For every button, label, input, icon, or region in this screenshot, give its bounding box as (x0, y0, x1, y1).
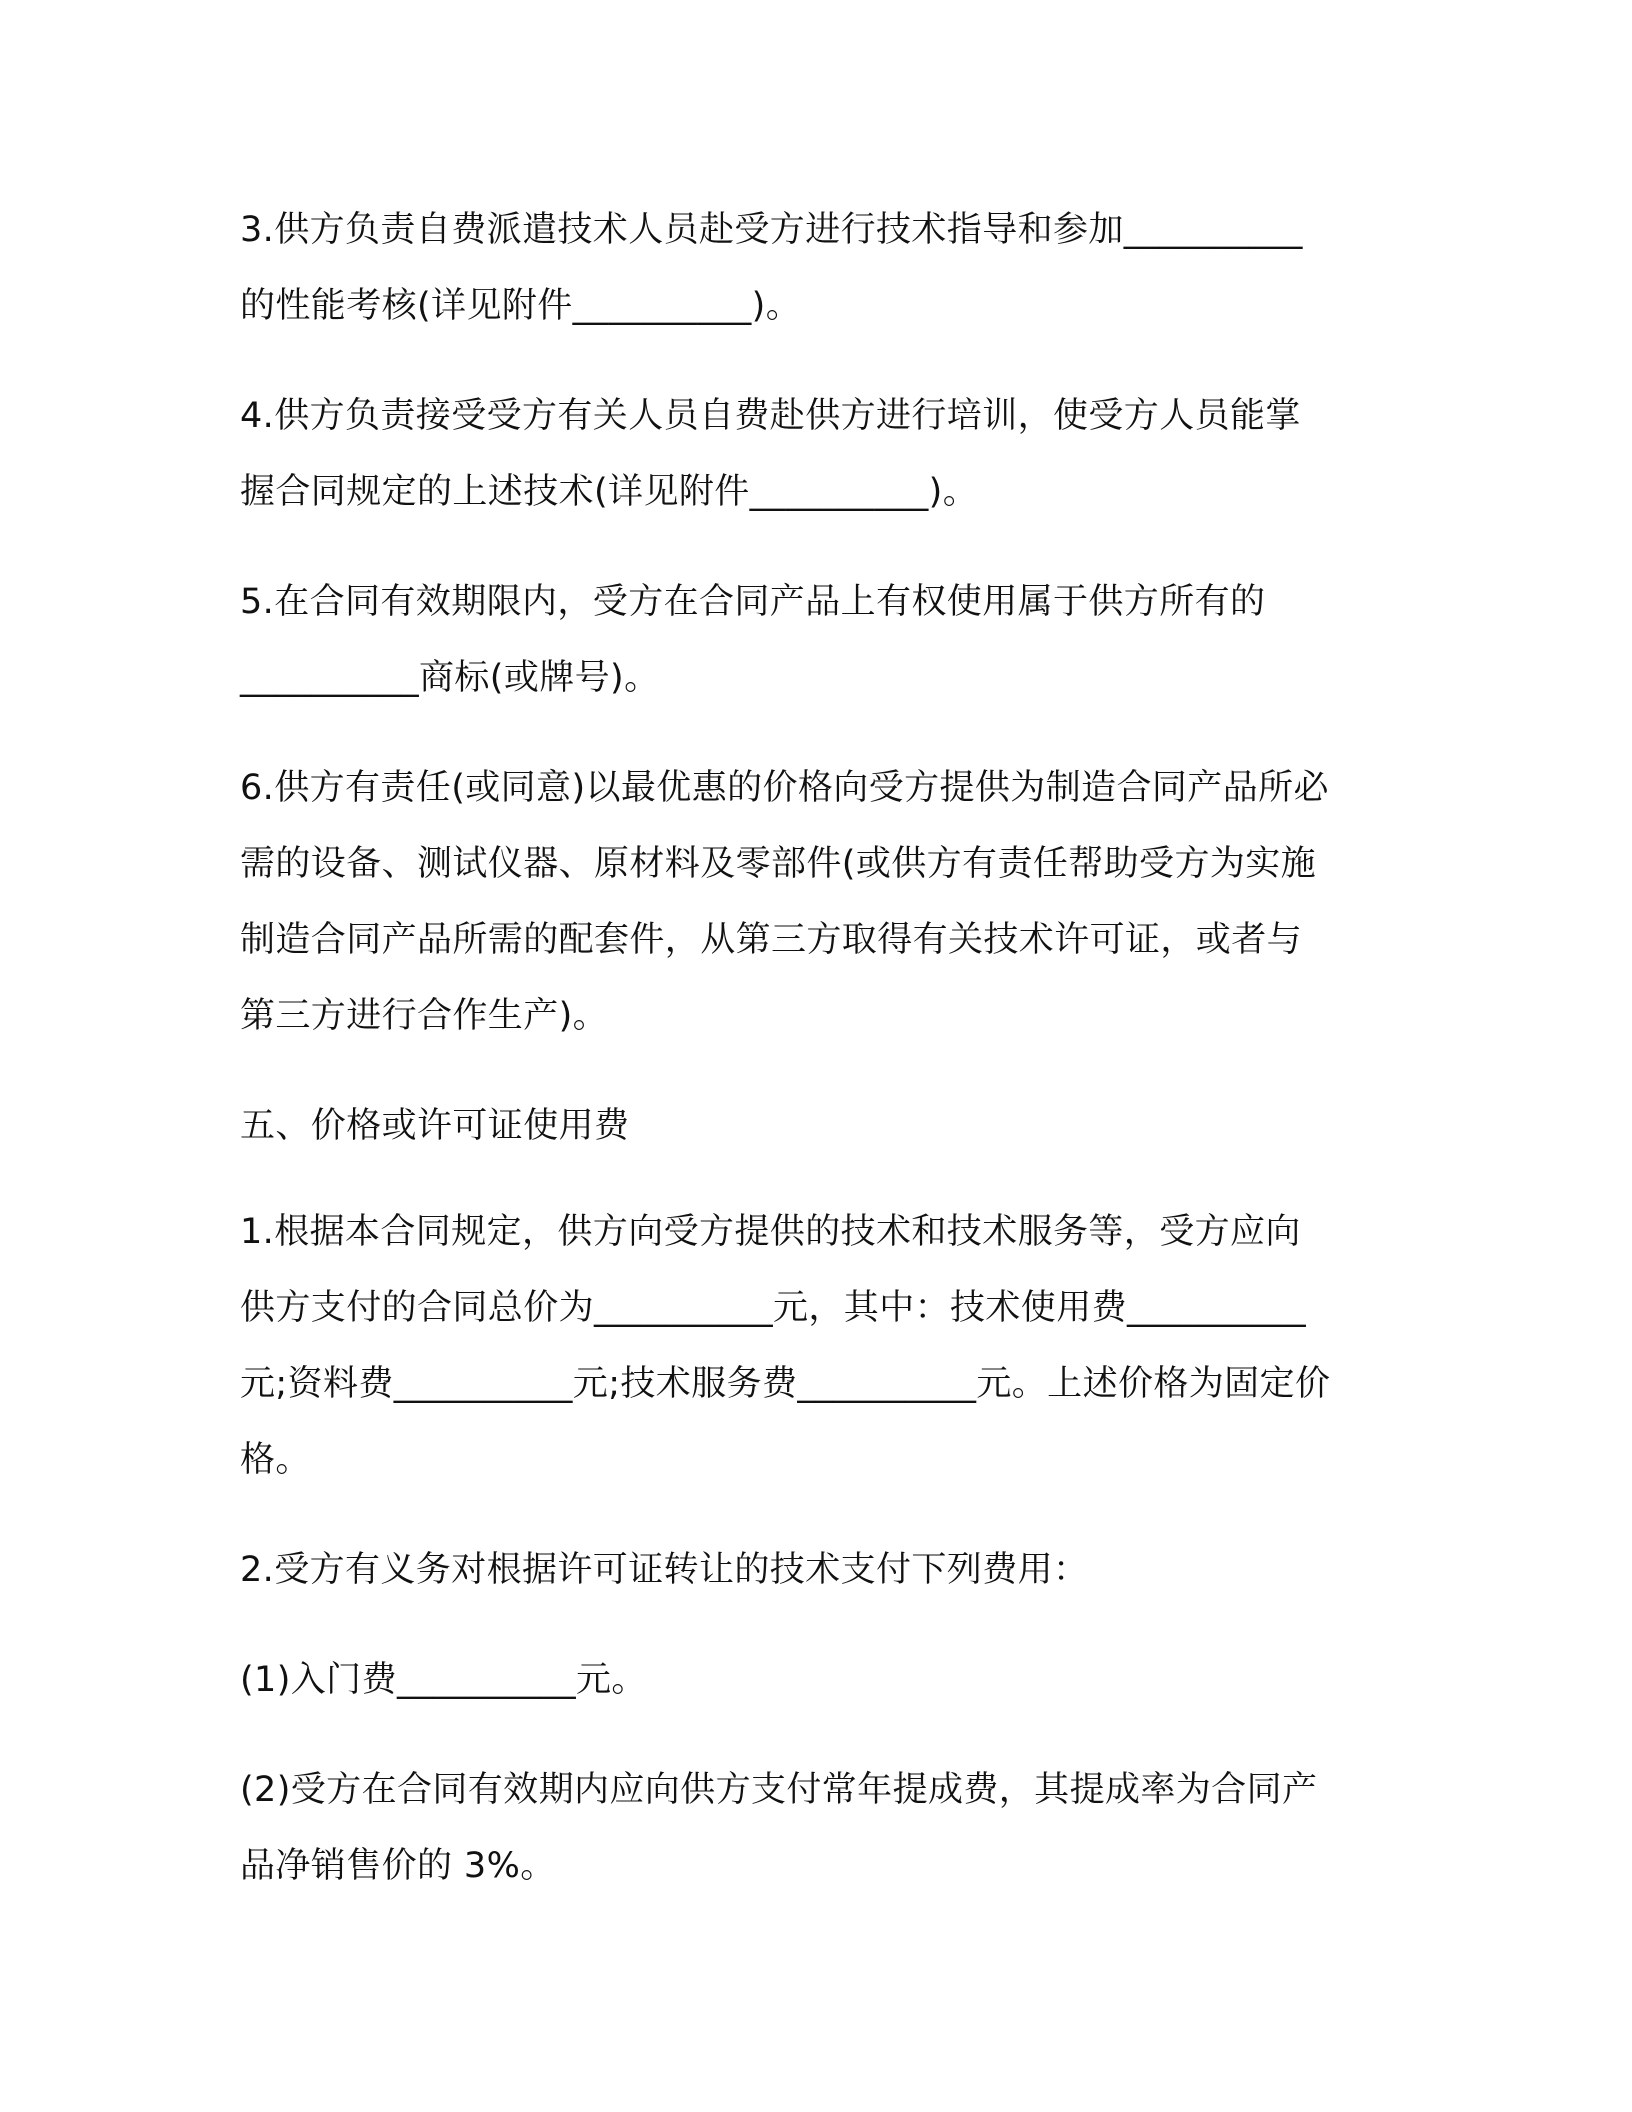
document-body (240, 192, 1390, 1938)
clause-6-paragraph (240, 750, 1390, 1054)
text-line: 制造合同产品所需的配套件，从第三方取得有关技术许可证，或者与 (240, 920, 1303, 960)
clause-5-paragraph (240, 564, 1390, 716)
price-clause-2-paragraph (240, 1532, 1390, 1608)
text-line: 2.受方有义务对根据许可证转让的技术支付下列费用： (240, 1550, 1089, 1590)
text-line: 握合同规定的上述技术(详见附件__________)。 (240, 472, 979, 512)
clause-3-paragraph (240, 192, 1390, 344)
text-line: 品净销售价的 3%。 (240, 1846, 556, 1886)
text-line: 5.在合同有效期限内，受方在合同产品上有权使用属于供方所有的 (240, 582, 1266, 622)
text-line: (1)入门费__________元。 (240, 1660, 647, 1700)
text-line: 1.根据本合同规定，供方向受方提供的技术和技术服务等，受方应向 (240, 1212, 1301, 1252)
royalty-paragraph (240, 1752, 1390, 1904)
text-line: 4.供方负责接受受方有关人员自费赴供方进行培训，使受方人员能掌 (240, 396, 1301, 436)
text-line: 的性能考核(详见附件__________)。 (240, 286, 802, 326)
text-line: 6.供方有责任(或同意)以最优惠的价格向受方提供为制造合同产品所必 (240, 768, 1329, 808)
text-line: 3.供方负责自费派遣技术人员赴受方进行技术指导和参加__________ (240, 210, 1303, 250)
text-line: __________商标(或牌号)。 (240, 658, 660, 698)
text-line: 元;资料费__________元;技术服务费__________元。上述价格为固定价 (240, 1364, 1331, 1404)
clause-4-paragraph (240, 378, 1390, 530)
text-line: (2)受方在合同有效期内应向供方支付常年提成费，其提成率为合同产 (240, 1770, 1318, 1810)
entry-fee-paragraph (240, 1642, 1390, 1718)
text-line: 供方支付的合同总价为__________元，其中：技术使用费__________ (240, 1288, 1307, 1328)
heading-line: 五、价格或许可证使用费 (240, 1106, 630, 1146)
text-line: 第三方进行合作生产)。 (240, 996, 609, 1036)
text-line: 格。 (240, 1440, 311, 1480)
price-clause-1-paragraph (240, 1194, 1390, 1498)
text-line: 需的设备、测试仪器、原材料及零部件(或供方有责任帮助受方为实施 (240, 844, 1317, 884)
section-5-heading (240, 1088, 1390, 1164)
